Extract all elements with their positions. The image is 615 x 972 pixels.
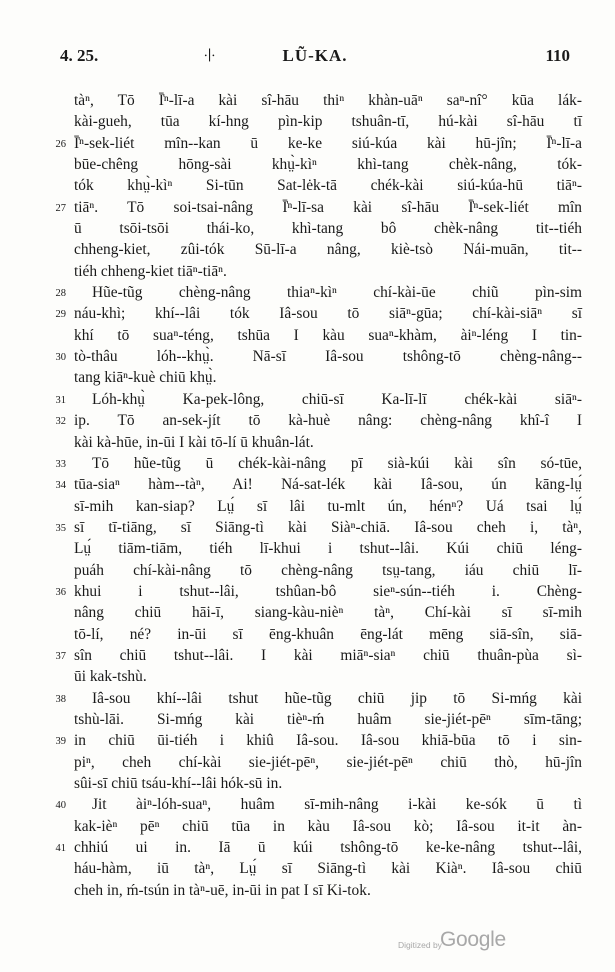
verse-number: 27 — [55, 202, 66, 214]
line-text: cheh in, ḿ-tsún in tàⁿ-uē, in-ūi in pat I sī Ki-tok. — [74, 881, 371, 899]
text-line — [55, 794, 582, 815]
text-line — [55, 389, 582, 410]
page-number: 110 — [545, 46, 570, 65]
line-text: Hũe-tũg chèng-nâng thiaⁿ-kìⁿ chí-kài-ūe chiũ pìn-sim — [92, 284, 582, 302]
text-line — [74, 367, 582, 388]
text-line — [55, 730, 582, 751]
verse-number: 34 — [55, 480, 66, 492]
line-text: sûi-sī chiū tsáu-khí--lâi hók-sū in. — [74, 775, 283, 792]
text-line — [74, 624, 582, 645]
text-line — [74, 111, 582, 132]
line-text: Lóh-khṳ̀ Ka-pek-lông, chiū-sī Ka-lī-lī chék-kài siāⁿ- — [92, 390, 582, 408]
text-line — [74, 175, 582, 196]
text-line — [74, 666, 582, 687]
text-line — [55, 645, 582, 666]
text-line — [55, 581, 582, 602]
line-text: kài-gueh, tūa kí-hng pìn-kip tshuân-tī, hú-kài sî-hāu tī — [74, 113, 582, 131]
verse-number: 41 — [55, 843, 66, 855]
verse-number: 31 — [55, 394, 66, 406]
line-text: náu-khì; khí--lâi tók Iâ-sou tō siāⁿ-gūa; chí-kài-siāⁿ sī — [74, 305, 582, 323]
text-line — [74, 560, 582, 581]
verse-number: 29 — [55, 309, 66, 321]
line-text: chheng-kiet, zûi-tók Sū-lī-a nâng, kiè-tsò Nái-muān, tit-- — [74, 241, 582, 259]
verse-number: 40 — [55, 800, 66, 812]
line-text: puáh chí-kài-nâng tō chèng-nâng tsṳ-tang, iáu chiū lī- — [74, 561, 582, 579]
text-line — [74, 218, 582, 239]
text-line — [74, 773, 582, 794]
line-text: kài kà-hūe, in-ūi I kài tō-lí ū khuân-lát. — [74, 433, 314, 451]
line-text: ip. Tō an-sek-jít tō kà-huè nâng: chèng-nâng khî-î I — [74, 412, 582, 430]
line-text: kak-ièⁿ pēⁿ chiū tūa in kàu Iâ-sou kò; Iâ-sou it-it àn- — [74, 817, 582, 835]
text-line — [74, 602, 582, 623]
line-text: Lṳ́ tiām-tiām, tiéh lī-khui i tshut--lâi. Kúi chiū léng- — [74, 540, 582, 558]
line-text: tūa-siaⁿ hàm--tàⁿ, Ai! Ná-sat-lék kài Iâ-sou, ún kāng-lṳ́ — [74, 476, 582, 494]
text-line — [74, 239, 582, 260]
line-text: Iâ-sou khí--lâi tshut hũe-tũg chiū jip tō Si-mńg kài — [92, 689, 582, 707]
line-text: sîn chiū tshut--lâi. I kài miāⁿ-siaⁿ chiū thuân-pùa sì- — [74, 646, 582, 664]
verse-number: 38 — [55, 693, 66, 705]
text-line — [74, 880, 582, 901]
line-text: in chiū ūi-tiéh i khiû Iâ-sou. Iâ-sou khiā-būa tō i sin- — [74, 732, 582, 750]
text-line — [74, 432, 582, 453]
verse-number: 30 — [55, 352, 66, 364]
verse-number: 28 — [55, 288, 66, 300]
line-text: piⁿ, cheh chí-kài sie-jiét-pēⁿ, sie-jiét-pēⁿ chiū thò, hū-jîn — [74, 753, 582, 771]
line-text: tiéh chheng-kiet tiāⁿ-tiāⁿ. — [74, 262, 227, 280]
line-text: ūi kak-tshù. — [74, 668, 147, 686]
line-text: tò-thâu lóh--khṳ̀. Nā-sī Iâ-sou tshông-tō chèng-nâng-- — [74, 348, 582, 366]
verse-number: 33 — [55, 458, 66, 470]
text-line — [55, 517, 582, 538]
running-header — [60, 46, 570, 74]
line-text: chhiú ui in. Iā ū kúi tshông-tō ke-ke-nâng tshut--lâi, — [74, 839, 582, 857]
text-line — [55, 410, 582, 431]
text-line — [55, 303, 582, 324]
line-text: tshù-lāi. Si-mńg kài tièⁿ-ḿ huâm sie-jiét-pēⁿ sīm-tāng; — [74, 710, 582, 728]
digitized-by-label: Digitized by — [398, 940, 442, 950]
line-text: tók khṳ̀-kìⁿ Si-tūn Sat-lėk-tā chék-kài siú-kúa-hū tiāⁿ- — [74, 177, 582, 195]
verse-number: 35 — [55, 522, 66, 534]
line-text: khui i tshut--lâi, tshûan-bô sieⁿ-sún--tiéh i. Chèng- — [74, 582, 582, 600]
line-text: khí tō suaⁿ-téng, tshūa I kàu suaⁿ-khàm, àiⁿ-léng I tin- — [74, 326, 582, 344]
verse-number: 37 — [55, 650, 66, 662]
text-line — [74, 325, 582, 346]
digitization-watermark — [398, 928, 578, 958]
text-line — [74, 496, 582, 517]
line-text: būe-chêng hōng-sài khṳ̀-kìⁿ khì-tang chèk-nâng, tók- — [74, 156, 582, 174]
printer-ornament: ∙∣∙ — [204, 49, 216, 64]
google-logo: Google — [440, 928, 506, 951]
text-line — [55, 688, 582, 709]
text-line — [55, 453, 582, 474]
text-line — [74, 154, 582, 175]
line-text: ū tsōi-tsōi thái-ko, khì-tang bô chèk-nâng tit--tiéh — [74, 220, 582, 238]
line-text: tō-lí, né? in-ūi sī ēng-khuân ēng-lát mēng siā-sîn, siā- — [74, 625, 582, 643]
text-line — [55, 837, 582, 858]
line-text: háu-hàm, iū tàⁿ, Lṳ́ sī Siāng-tì kài Kiàⁿ. Iâ-sou chiū — [74, 860, 582, 878]
line-text: nâng chiū hāi-ī, siang-kàu-nièⁿ tàⁿ, Chí-kài sī sī-mih — [74, 604, 582, 622]
text-line — [74, 261, 582, 282]
text-line — [74, 538, 582, 559]
verse-number: 36 — [55, 586, 66, 598]
text-line — [74, 858, 582, 879]
line-text: tiāⁿ. Tō soi-tsai-nâng Ī̍ⁿ-lī-sa kài sî-hāu Ī̍ⁿ-sek-liét mîn — [74, 198, 582, 216]
line-text: Jit àiⁿ-lóh-suaⁿ, huâm sī-mih-nâng i-kài ke-sók ū tì — [92, 796, 582, 814]
text-line — [74, 752, 582, 773]
chapter-verse-reference: 4. 25. — [60, 46, 99, 65]
book-title: LŨ-KA. — [282, 46, 348, 65]
text-line — [74, 90, 582, 111]
line-text: sī-mih kan-siap? Lṳ́ sī lâi tu-mlt ún, hénⁿ? Uá tsai lṳ́ — [74, 497, 582, 515]
text-line — [55, 133, 582, 154]
text-line — [55, 346, 582, 367]
line-text: tang kiāⁿ-kuè chiū khṳ̀. — [74, 369, 217, 387]
text-line — [55, 474, 582, 495]
verse-number: 32 — [55, 416, 66, 428]
line-text: Ī̍ⁿ-sek-liét mîn--kan ū ke-ke siú-kúa kài hū-jîn; Ī̍ⁿ-lī-a — [74, 134, 582, 152]
line-text: tàⁿ, Tō Ī̍ⁿ-lī-a kài sî-hāu thiⁿ khàn-uāⁿ saⁿ-nî° kūa lák- — [74, 92, 582, 109]
text-line — [74, 816, 582, 837]
body-text — [55, 90, 582, 901]
line-text: sī tī-tiāng, sī Siāng-tì kài Siàⁿ-chiā. Iâ-sou cheh i, tàⁿ, — [74, 518, 582, 536]
text-line — [55, 282, 582, 303]
text-line — [55, 197, 582, 218]
verse-number: 39 — [55, 736, 66, 748]
verse-number: 26 — [55, 138, 66, 150]
text-line — [74, 709, 582, 730]
line-text: Tō hũe-tũg ū chék-kài-nâng pī sià-kúi kài sîn só-tūe, — [92, 454, 582, 472]
